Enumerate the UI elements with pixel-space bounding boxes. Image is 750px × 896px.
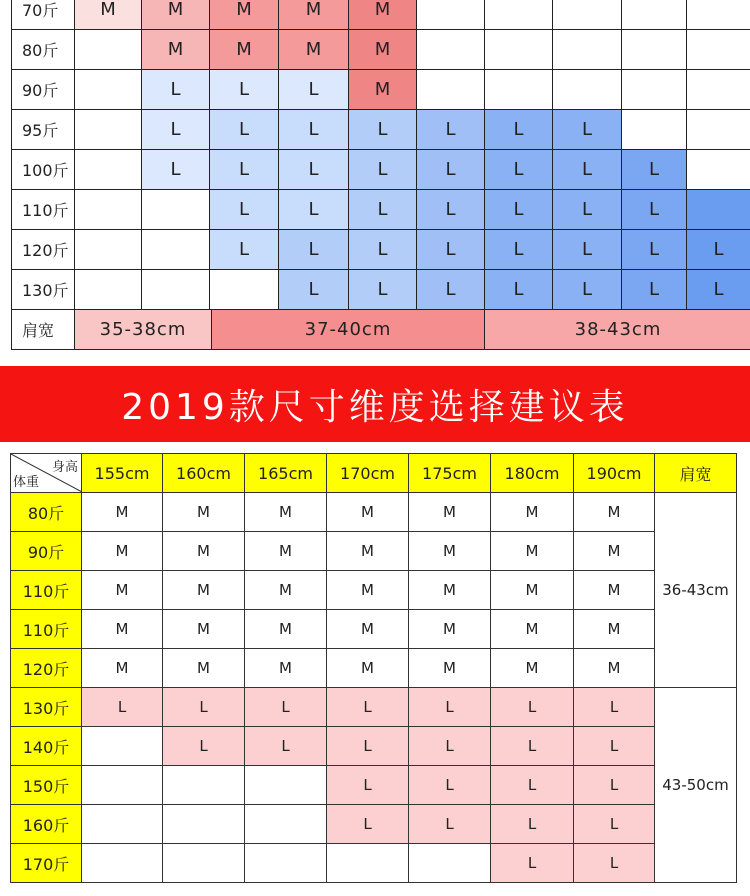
size-cell: L (82, 688, 163, 727)
size-cell (210, 270, 279, 310)
size-cell (687, 30, 750, 70)
size-cell: L (574, 766, 655, 805)
size-cell: L (417, 230, 485, 270)
size-cell: L (553, 270, 622, 310)
size-cell: M (349, 0, 417, 30)
size-cell: M (574, 610, 655, 649)
weight-label: 80斤 (11, 30, 75, 70)
size-cell (622, 70, 687, 110)
size-cell (622, 0, 687, 30)
weight-label: 120斤 (11, 230, 75, 270)
size-cell: L (245, 688, 327, 727)
weight-label: 110斤 (11, 190, 75, 230)
size-cell (622, 30, 687, 70)
size-cell (82, 766, 163, 805)
size-cell (687, 190, 750, 230)
size-cell (327, 844, 409, 883)
size-cell: L (327, 805, 409, 844)
size-cell (75, 270, 142, 310)
height-header: 165cm (245, 454, 327, 493)
size-cell: M (491, 493, 574, 532)
size-cell (142, 190, 210, 230)
size-cell: M (409, 571, 491, 610)
size-cell: L (279, 270, 349, 310)
height-header: 175cm (409, 454, 491, 493)
weight-label: 70斤 (11, 0, 75, 30)
size-cell: L (491, 688, 574, 727)
size-cell (75, 70, 142, 110)
size-cell: M (491, 610, 574, 649)
size-cell: L (327, 766, 409, 805)
weight-label: 150斤 (11, 766, 82, 805)
size-cell: L (210, 110, 279, 150)
size-cell: M (163, 493, 245, 532)
size-cell: L (491, 727, 574, 766)
size-cell: L (409, 688, 491, 727)
size-cell (553, 70, 622, 110)
size-cell: M (349, 30, 417, 70)
weight-label: 130斤 (11, 270, 75, 310)
size-cell: M (279, 0, 349, 30)
size-cell: L (417, 150, 485, 190)
size-cell: M (409, 649, 491, 688)
size-cell (142, 230, 210, 270)
size-cell: M (327, 493, 409, 532)
height-header: 170cm (327, 454, 409, 493)
weight-label: 170斤 (11, 844, 82, 883)
size-cell: M (327, 532, 409, 571)
size-cell: L (163, 688, 245, 727)
size-cell: M (491, 571, 574, 610)
weight-label: 90斤 (11, 532, 82, 571)
size-cell (687, 0, 750, 30)
size-cell: L (622, 230, 687, 270)
size-cell (82, 727, 163, 766)
size-cell: L (279, 150, 349, 190)
weight-label: 100斤 (11, 150, 75, 190)
table-row (11, 844, 737, 883)
size-cell: L (142, 150, 210, 190)
shoulder-label: 肩宽 (11, 310, 75, 350)
size-cell (485, 70, 553, 110)
size-table-2019 (10, 453, 737, 883)
size-cell: M (574, 532, 655, 571)
shoulder-range: 38-43cm (485, 310, 750, 350)
size-cell (75, 230, 142, 270)
size-cell: M (574, 493, 655, 532)
size-cell: L (574, 805, 655, 844)
size-cell: L (491, 844, 574, 883)
size-cell: L (485, 190, 553, 230)
size-cell: L (574, 727, 655, 766)
size-cell (75, 30, 142, 70)
size-cell (245, 766, 327, 805)
size-cell: M (210, 30, 279, 70)
size-cell: L (574, 688, 655, 727)
size-cell (553, 0, 622, 30)
size-cell: L (349, 190, 417, 230)
size-cell: L (485, 270, 553, 310)
size-cell: L (327, 688, 409, 727)
size-cell: L (491, 766, 574, 805)
table-row (11, 493, 737, 532)
size-cell: L (349, 150, 417, 190)
size-cell: M (349, 70, 417, 110)
size-cell: L (485, 230, 553, 270)
size-cell (409, 844, 491, 883)
size-cell: L (485, 110, 553, 150)
size-cell: L (687, 270, 750, 310)
size-cell: M (279, 30, 349, 70)
size-cell (75, 110, 142, 150)
size-cell (417, 30, 485, 70)
size-cell (82, 844, 163, 883)
size-cell: L (553, 150, 622, 190)
size-cell: M (245, 493, 327, 532)
weight-label: 80斤 (11, 493, 82, 532)
size-cell (163, 844, 245, 883)
size-cell: L (163, 727, 245, 766)
size-cell (245, 844, 327, 883)
size-cell: L (553, 230, 622, 270)
size-cell (142, 270, 210, 310)
size-cell: L (210, 70, 279, 110)
size-cell (622, 110, 687, 150)
size-cell (687, 70, 750, 110)
size-cell: M (245, 532, 327, 571)
corner-cell (11, 454, 82, 493)
size-cell: M (82, 610, 163, 649)
size-cell: L (417, 270, 485, 310)
size-cell (75, 150, 142, 190)
size-cell: M (327, 610, 409, 649)
size-cell (417, 70, 485, 110)
size-cell: M (82, 493, 163, 532)
size-cell (687, 150, 750, 190)
table-row (11, 649, 737, 688)
shoulder-range: 35-38cm (75, 310, 212, 350)
height-header: 180cm (491, 454, 574, 493)
size-cell: L (417, 190, 485, 230)
size-cell: L (142, 110, 210, 150)
size-cell: L (349, 110, 417, 150)
weight-label: 90斤 (11, 70, 75, 110)
size-cell: M (75, 0, 142, 30)
corner-height-label: 身高 (51, 460, 78, 475)
size-cell: L (409, 727, 491, 766)
size-cell: M (163, 571, 245, 610)
size-cell (485, 30, 553, 70)
table-row (11, 688, 737, 727)
weight-label: 120斤 (11, 649, 82, 688)
size-cell: L (279, 70, 349, 110)
height-header: 190cm (574, 454, 655, 493)
table-row (11, 571, 737, 610)
size-cell: M (163, 532, 245, 571)
weight-label: 110斤 (11, 610, 82, 649)
size-cell: L (210, 230, 279, 270)
size-cell (485, 0, 553, 30)
size-cell: M (82, 571, 163, 610)
corner-weight-label: 体重 (13, 475, 40, 490)
size-cell: M (82, 649, 163, 688)
size-cell: L (622, 190, 687, 230)
size-cell: L (409, 805, 491, 844)
size-cell: M (245, 610, 327, 649)
size-cell (417, 0, 485, 30)
size-cell: M (163, 610, 245, 649)
size-cell: L (327, 727, 409, 766)
size-cell (163, 805, 245, 844)
weight-label: 140斤 (11, 727, 82, 766)
size-cell: M (163, 649, 245, 688)
size-cell: L (491, 805, 574, 844)
size-cell: L (622, 270, 687, 310)
size-cell: L (349, 230, 417, 270)
weight-label: 160斤 (11, 805, 82, 844)
weight-label: 110斤 (11, 571, 82, 610)
size-cell: L (142, 70, 210, 110)
size-cell (82, 805, 163, 844)
size-cell: M (245, 571, 327, 610)
table-row (11, 805, 737, 844)
size-cell: M (327, 571, 409, 610)
shoulder-range: 36-43cm (655, 493, 737, 688)
size-cell (245, 805, 327, 844)
height-header: 160cm (163, 454, 245, 493)
size-cell (687, 110, 750, 150)
size-cell: L (245, 727, 327, 766)
size-cell: M (574, 649, 655, 688)
table-row (11, 766, 737, 805)
size-cell: L (349, 270, 417, 310)
table-row (11, 532, 737, 571)
shoulder-header: 肩宽 (655, 454, 737, 493)
size-cell: M (142, 30, 210, 70)
size-cell (163, 766, 245, 805)
size-cell (75, 190, 142, 230)
size-cell: M (409, 610, 491, 649)
table-row (11, 727, 737, 766)
size-cell: M (574, 571, 655, 610)
size-cell: L (409, 766, 491, 805)
size-cell: L (622, 150, 687, 190)
size-cell: L (210, 150, 279, 190)
size-cell (553, 30, 622, 70)
size-cell: L (485, 150, 553, 190)
size-cell: M (491, 649, 574, 688)
size-cell: L (279, 190, 349, 230)
shoulder-range: 37-40cm (212, 310, 485, 350)
size-cell: M (210, 0, 279, 30)
weight-label: 130斤 (11, 688, 82, 727)
size-cell: M (82, 532, 163, 571)
banner-title: 2019款尺寸维度选择建议表 (0, 366, 750, 442)
table-row (11, 610, 737, 649)
size-cell: M (491, 532, 574, 571)
size-cell: L (279, 230, 349, 270)
size-cell: L (553, 190, 622, 230)
weight-label: 95斤 (11, 110, 75, 150)
size-cell: L (210, 190, 279, 230)
size-cell: L (417, 110, 485, 150)
size-cell: L (553, 110, 622, 150)
size-cell: M (409, 532, 491, 571)
size-cell: L (279, 110, 349, 150)
size-cell: M (245, 649, 327, 688)
size-cell: M (327, 649, 409, 688)
size-cell: L (687, 230, 750, 270)
height-header: 155cm (82, 454, 163, 493)
shoulder-range: 43-50cm (655, 688, 737, 883)
size-cell: L (574, 844, 655, 883)
height-header-row (11, 454, 737, 493)
size-cell: M (409, 493, 491, 532)
size-cell: M (142, 0, 210, 30)
